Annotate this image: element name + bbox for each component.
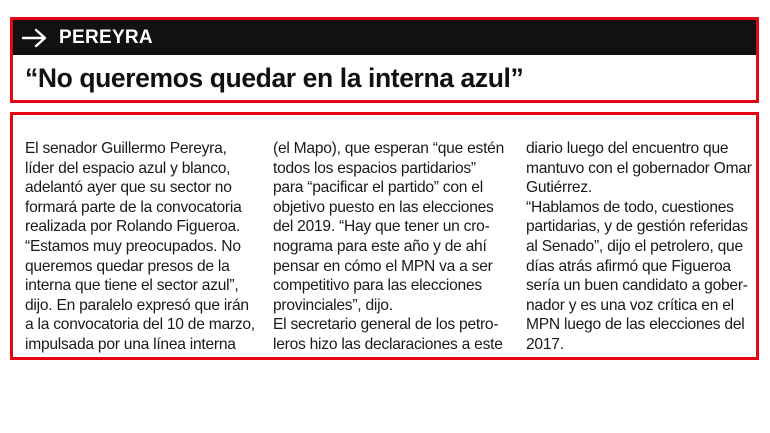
article-column-3 bbox=[526, 139, 752, 355]
headline: “No queremos quedar en la interna azul” bbox=[25, 63, 524, 93]
article-line: días atrás afirmó que Figueroa bbox=[526, 257, 731, 275]
article-line: adelantó ayer que su sector no bbox=[25, 179, 232, 197]
article-column-1 bbox=[25, 139, 255, 355]
article-line: objetivo puesto en las elecciones bbox=[273, 198, 494, 216]
article-line: a la convocatoria del 10 de marzo, bbox=[25, 316, 255, 334]
article-line: queremos quedar presos de la bbox=[25, 257, 230, 275]
article-line: competitivo para las elecciones bbox=[273, 277, 482, 295]
article-line: sería un buen candidato a gober- bbox=[526, 277, 748, 295]
article-line: nograma para este año y de ahí bbox=[273, 237, 487, 255]
right-arrow-icon bbox=[21, 27, 49, 49]
article-line: mantuvo con el gobernador Omar bbox=[526, 159, 752, 177]
article-line: (el Mapo), que esperan “que estén bbox=[273, 140, 505, 157]
article-line: “Hablamos de todo, cuestiones bbox=[526, 198, 734, 216]
article-line: Gutiérrez. bbox=[526, 179, 592, 197]
article-line: todos los espacios partidarios” bbox=[273, 159, 476, 177]
article-line: al Senado”, dijo el petrolero, que bbox=[526, 237, 743, 255]
article-line: para “pacificar el partido” con el bbox=[273, 179, 483, 197]
article-line: dijo. En paralelo expresó que irán bbox=[25, 296, 249, 314]
article-column-2 bbox=[273, 139, 504, 355]
article-line: partidarias, y de gestión referidas bbox=[526, 218, 748, 236]
article-line: El secretario general de los petro- bbox=[273, 316, 499, 334]
article-line: leros hizo las declaraciones a este bbox=[273, 335, 503, 353]
article-line: interna que tiene el sector azul”, bbox=[25, 277, 239, 295]
article-line: provinciales”, dijo. bbox=[273, 296, 393, 314]
header-box bbox=[10, 17, 759, 103]
kicker-bar bbox=[13, 20, 756, 55]
kicker-label: PEREYRA bbox=[59, 26, 153, 48]
article-line: diario luego del encuentro que bbox=[526, 140, 729, 157]
article-box bbox=[10, 112, 759, 360]
article-line: del 2019. “Hay que tener un cro- bbox=[273, 218, 490, 236]
article-line: 2017. bbox=[526, 335, 564, 353]
article-line: pensar en cómo el MPN va a ser bbox=[273, 257, 493, 275]
article-line: realizada por Rolando Figueroa. bbox=[25, 218, 241, 236]
article-line: MPN luego de las elecciones del bbox=[526, 316, 745, 334]
article-line: formará parte de la convocatoria bbox=[25, 198, 242, 216]
article-line: líder del espacio azul y blanco, bbox=[25, 159, 231, 177]
article-line: El senador Guillermo Pereyra, bbox=[25, 140, 227, 157]
article-line: impulsada por una línea interna bbox=[25, 335, 236, 353]
article-line: nador y es una voz crítica en el bbox=[526, 296, 734, 314]
article-line: “Estamos muy preocupados. No bbox=[25, 237, 241, 255]
